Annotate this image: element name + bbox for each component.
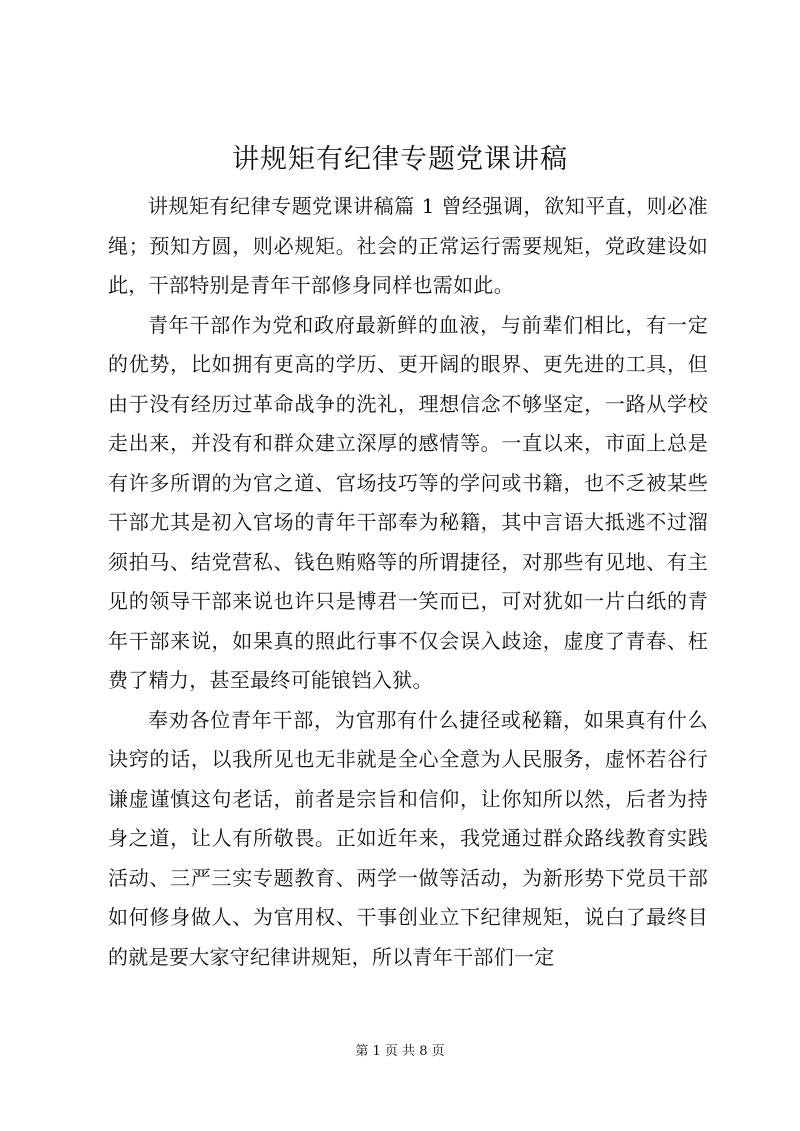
document-title: 讲规矩有纪律专题党课讲稿	[232, 144, 568, 175]
document-body	[108, 187, 708, 977]
page-number-footer: 第 1 页 共 8 页	[355, 1044, 445, 1059]
paragraph-3: 奉劝各位青年干部，为官那有什么捷径或秘籍，如果真有什么诀窍的话，以我所见也无非就是全心全意为人民服务，虚怀若谷行谦虚谨慎这句老话，前者是宗旨和信仰，让你知所以然，后者为持身之道，让人有所敬畏。正如近年来，我党通过群众路线教育实践活动、三严三实专题教育、两学一做等活动，为新形势下党员干部如何修身做人、为官用权、干事创业立下纪律规矩，说白了最终目的就是要大家守纪律讲规矩，所以青年干部们一定	[108, 707, 708, 969]
paragraph-2: 青年干部作为党和政府最新鲜的血液，与前辈们相比，有一定的优势，比如拥有更高的学历、更开阔的眼界、更先进的工具，但由于没有经历过革命战争的洗礼，理想信念不够坚定，一路从学校走出来，并没有和群众建立深厚的感情等。一直以来，市面上总是有许多所谓的为官之道、官场技巧等的学问或书籍，也不乏被某些干部尤其是初入官场的青年干部奉为秘籍，其中言语大抵逃不过溜须拍马、结党营私、钱色贿赂等的所谓捷径，对那些有见地、有主见的领导干部来说也许只是博君一笑而已，可对犹如一片白纸的青年干部来说，如果真的照此行事不仅会误入歧途，虚度了青春、枉费了精力，甚至最终可能锒铛入狱。	[108, 312, 708, 692]
paragraph-1: 讲规矩有纪律专题党课讲稿篇 1 曾经强调，欲知平直，则必准绳；预知方圆，则必规矩。社会的正常运行需要规矩，党政建设如此，干部特别是青年干部修身同样也需如此。	[108, 194, 708, 297]
